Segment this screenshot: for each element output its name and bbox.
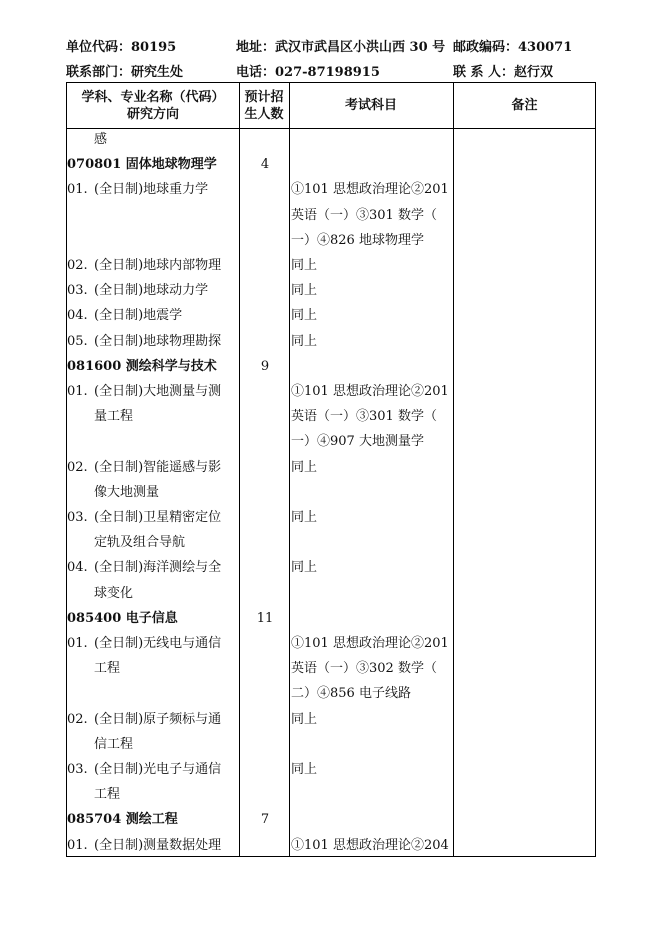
address: 地址：武汉市武昌区小洪山西 30 号 <box>236 40 446 55</box>
table-row <box>67 631 597 656</box>
row-exam: 同上 <box>291 560 318 576</box>
row-program: 085704 测绘工程 <box>67 812 178 828</box>
row-exam: 同上 <box>291 459 318 475</box>
table-row <box>67 127 597 152</box>
table-row <box>67 379 597 404</box>
row-number: 02. <box>67 459 88 475</box>
unit-code: 单位代码：80195 <box>66 40 177 55</box>
header-count-line1: 预计招 <box>244 89 284 105</box>
subject-row <box>67 807 597 832</box>
row-program: (全日制)测量数据处理 <box>94 837 222 853</box>
header-count-line2: 生人数 <box>244 106 284 122</box>
row-program: (全日制)地震学 <box>94 308 183 324</box>
table-row <box>67 782 597 807</box>
row-exam: 二）④856 电子线路 <box>291 686 411 702</box>
phone: 电话：027-87198915 <box>236 65 380 80</box>
table-row <box>67 555 597 580</box>
table-row <box>67 581 597 606</box>
row-program: 像大地测量 <box>94 484 160 500</box>
row-program: 定轨及组合导航 <box>94 535 186 551</box>
row-number: 03. <box>67 762 88 777</box>
row-program: (全日制)卫星精密定位 <box>94 510 222 525</box>
row-program: 070801 固体地球物理学 <box>67 157 217 173</box>
table-row <box>67 707 597 732</box>
table-row <box>67 253 597 278</box>
table-row <box>67 329 597 354</box>
row-program: 感 <box>94 132 108 147</box>
header-count <box>239 83 289 128</box>
row-program: (全日制)地球物理勘探 <box>94 333 222 349</box>
row-program: (全日制)地球重力学 <box>94 182 209 198</box>
row-exam: 同上 <box>291 510 318 525</box>
subject-row <box>67 606 597 631</box>
subject-row <box>67 354 597 379</box>
row-exam: 一）④826 地球物理学 <box>291 232 424 248</box>
table-row <box>67 429 597 454</box>
table-row <box>67 530 597 555</box>
table-row <box>67 732 597 757</box>
table-row <box>67 681 597 706</box>
row-program: 081600 测绘科学与技术 <box>67 358 217 374</box>
row-number: 03. <box>67 510 88 525</box>
row-number: 04. <box>67 308 88 324</box>
row-exam: ①101 思想政治理论②201 <box>291 384 449 399</box>
row-program: (全日制)地球动力学 <box>94 283 209 299</box>
table-row <box>67 455 597 480</box>
row-number: 03. <box>67 283 88 299</box>
table-row <box>67 505 597 530</box>
header-program <box>67 83 239 128</box>
table-row <box>67 203 597 228</box>
table-row <box>67 278 597 303</box>
row-count: 4 <box>260 157 270 173</box>
row-number: 01. <box>67 182 88 198</box>
row-number: 04. <box>67 560 88 576</box>
row-program: 球变化 <box>94 585 134 601</box>
row-exam: 同上 <box>291 283 318 299</box>
row-program: (全日制)原子频标与通 <box>94 711 222 727</box>
row-number: 02. <box>67 711 88 727</box>
row-program: (全日制)无线电与通信 <box>94 636 222 651</box>
row-program: 工程 <box>94 787 121 803</box>
subject-row <box>67 152 597 177</box>
row-program: (全日制)智能遥感与影 <box>94 459 222 475</box>
row-exam: 同上 <box>291 711 318 727</box>
row-exam: ①101 思想政治理论②201 <box>291 636 449 651</box>
row-program: (全日制)光电子与通信 <box>94 762 222 777</box>
contact-department: 联系部门：研究生处 <box>66 65 184 80</box>
row-exam: 同上 <box>291 762 318 777</box>
table-row <box>67 833 597 858</box>
row-program: 信工程 <box>94 736 134 752</box>
row-exam: 同上 <box>291 333 318 349</box>
header-program-line2: 研究方向 <box>126 106 179 122</box>
row-number: 01. <box>67 384 88 399</box>
row-program: (全日制)大地测量与测 <box>94 384 222 399</box>
header-program-line1: 学科、专业名称（代码） <box>81 89 225 105</box>
row-exam: 英语（一）③301 数学（ <box>291 409 437 425</box>
row-program: (全日制)地球内部物理 <box>94 258 222 273</box>
row-exam: 同上 <box>291 258 318 273</box>
row-program: 085400 电子信息 <box>67 610 178 626</box>
postal-code: 邮政编码：430071 <box>453 40 573 55</box>
table-row <box>67 404 597 429</box>
header-exam: 考试科目 <box>344 98 397 113</box>
row-exam: 一）④907 大地测量学 <box>291 434 424 450</box>
row-number: 05. <box>67 333 88 349</box>
table-row <box>67 480 597 505</box>
contact-person: 联 系 人：赵行双 <box>453 65 554 80</box>
row-count: 7 <box>260 812 270 828</box>
row-exam: ①101 思想政治理论②204 <box>291 837 449 853</box>
row-count: 9 <box>260 358 270 374</box>
row-program: 量工程 <box>94 409 134 425</box>
row-number: 02. <box>67 258 88 273</box>
program-table <box>66 82 596 857</box>
row-number: 01. <box>67 837 88 853</box>
table-row <box>67 177 597 202</box>
row-number: 01. <box>67 636 88 651</box>
row-exam: 英语（一）③302 数学（ <box>291 661 437 677</box>
table-row <box>67 303 597 328</box>
row-count: 11 <box>256 610 274 626</box>
row-exam: 英语（一）③301 数学（ <box>291 207 437 223</box>
table-row <box>67 757 597 782</box>
table-row <box>67 228 597 253</box>
header-notes: 备注 <box>511 98 538 113</box>
table-row <box>67 656 597 681</box>
row-exam: 同上 <box>291 308 318 324</box>
row-exam: ①101 思想政治理论②201 <box>291 182 449 198</box>
row-program: 工程 <box>94 661 121 677</box>
row-program: (全日制)海洋测绘与全 <box>94 560 222 576</box>
